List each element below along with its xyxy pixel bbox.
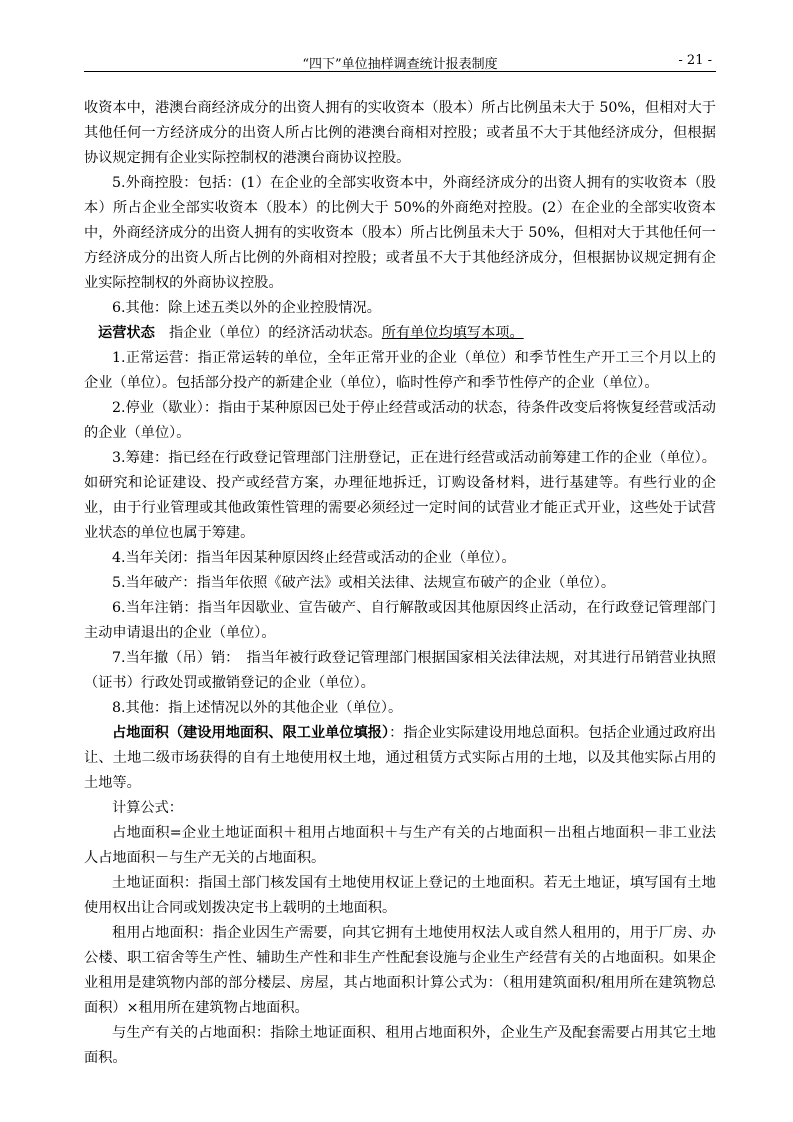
list-item: 4.当年关闭：指当年因某种原因终止经营或活动的企业（单位）。 <box>112 550 516 566</box>
document-body <box>84 96 716 1071</box>
operating-status-paragraph <box>84 321 716 346</box>
list-item: 1.正常运营：指正常运转的单位，全年正常开业的企业（单位）和季节性生产开工三个月以上的企业（单位）。包括部分投产的新建企业（单位），临时性停产和季节性停产的企业（单位）。 <box>84 350 716 391</box>
list-item: 3.筹建：指已经在行政登记管理部门注册登记，正在进行经营或活动前筹建工作的企业（单位）。如研究和论证建设、投产或经营方案，办理征地拆迁，订购设备材料，进行基建等。有些行业的企业，由于行业管理或其他政策性管理的需要必须经过一定时间的试营业才能正式开业，这些处于试营业状态的单位也属于筹建。 <box>84 450 716 541</box>
paragraph: 5.外商控股：包括：(1）在企业的全部实收资本中，外商经济成分的出资人拥有的实收资本（股本）所占企业全部实收资本（股本）的比例大于 50%的外商绝对控股。(2）在企业的全部实收资本中，外商经济成分的出资人拥有的实收资本（股本）所占比例虽未大于 50%，但相对大于其他任何一方经济成分的出资人所占比例的外商相对控股；或者虽不大于其他经济成分，但根据协议规定拥有企业实际控制权的外商协议控股。 <box>84 175 716 291</box>
land-area-paragraph <box>84 721 716 796</box>
paragraph: 土地证面积：指国土部门核发国有土地使用权证上登记的土地面积。若无土地证，填写国有土地使用权出让合同或划拨决定书上载明的土地面积。 <box>84 875 716 916</box>
formula: 占地面积=企业土地证面积＋租用占地面积＋与生产有关的占地面积－出租占地面积－非工业法人占地面积－与生产无关的占地面积。 <box>84 825 716 866</box>
land-area-text: ：指企业实际建设用地总面积。包括企业通过政府出让、土地二级市场获得的自有土地使用权土地，通过租赁方式实际占用的土地，以及其他实际占用的土地等。 <box>84 725 716 791</box>
paragraph: 6.其他：除上述五类以外的企业控股情况。 <box>112 300 381 316</box>
paragraph: 与生产有关的占地面积：指除土地证面积、租用占地面积外，企业生产及配套需要占用其它土地面积。 <box>84 1025 716 1066</box>
operating-status-label: 运营状态 <box>98 325 155 341</box>
list-item: 2.停业（歇业）：指由于某种原因已处于停止经营或活动的状态，待条件改变后将恢复经营或活动的企业（单位）。 <box>84 400 716 441</box>
operating-status-text: 指企业（单位）的经济活动状态。 <box>168 325 382 341</box>
page-number: - 21 - <box>678 53 712 68</box>
list-item: 8.其他：指上述情况以外的其他企业（单位）。 <box>112 700 403 716</box>
paragraph: 收资本中，港澳台商经济成分的出资人拥有的实收资本（股本）所占比例虽未大于 50%，但相对大于其他任何一方经济成分的出资人所占比例的港澳台商相对控股；或者虽不大于其他经济成分，但根据协议规定拥有企业实际控制权的港澳台商协议控股。 <box>84 100 716 166</box>
operating-status-note: 所有单位均填写本项。 <box>381 325 524 341</box>
list-item: 7.当年撤（吊）销： 指当年被行政登记管理部门根据国家相关法律法规，对其进行吊销营业执照（证书）行政处罚或撤销登记的企业（单位）。 <box>84 650 716 691</box>
page-header <box>84 51 716 72</box>
list-item: 6.当年注销：指当年因歇业、宣告破产、自行解散或因其他原因终止活动，在行政登记管理部门主动申请退出的企业（单位）。 <box>84 600 716 641</box>
header-title: “四下”单位抽样调查统计报表制度 <box>302 57 498 72</box>
paragraph: 租用占地面积：指企业因生产需要，向其它拥有土地使用权法人或自然人租用的，用于厂房、办公楼、职工宿舍等生产性、辅助生产性和非生产性配套设施与企业生产经营有关的占地面积。如果企业租用是建筑物内部的部分楼层、房屋，其占地面积计算公式为：（租用建筑面积/租用所在建筑物总面积）×租用所在建筑物占地面积。 <box>84 925 716 1016</box>
paragraph: 计算公式： <box>112 800 183 816</box>
land-area-label: 占地面积（建设用地面积、限工业单位填报） <box>112 725 390 741</box>
list-item: 5.当年破产：指当年依照《破产法》或相关法律、法规宣布破产的企业（单位）。 <box>112 575 616 591</box>
